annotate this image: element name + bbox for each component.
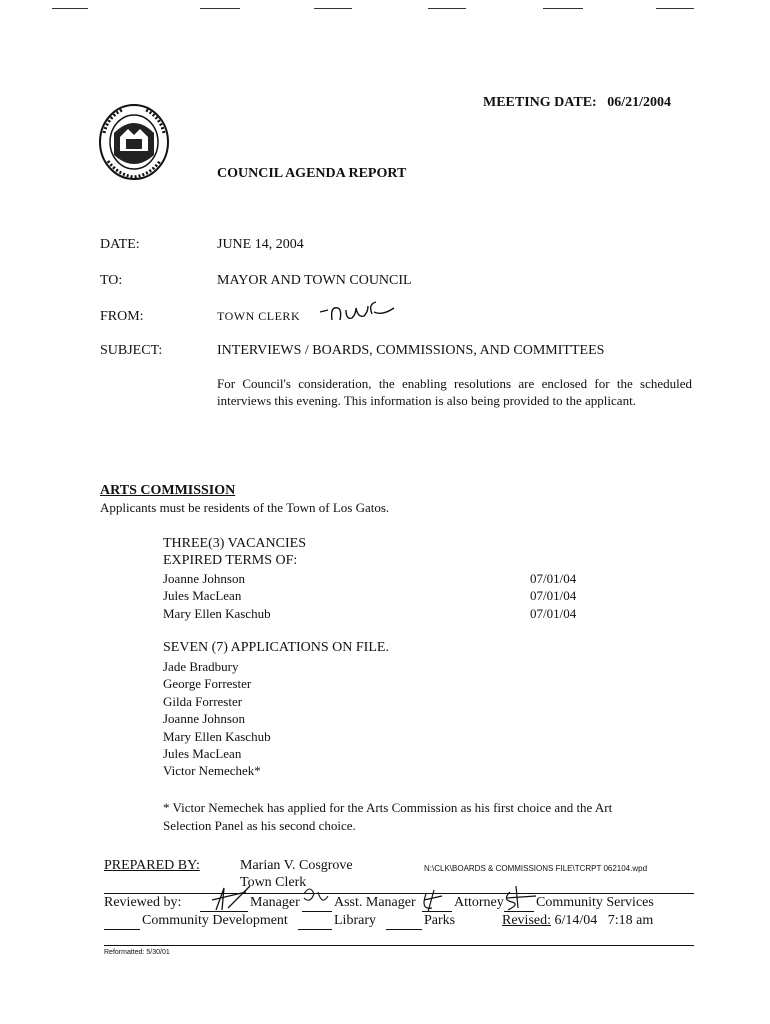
expired-terms-heading: EXPIRED TERMS OF: [163, 553, 298, 568]
list-item: Joanne Johnson [163, 711, 245, 727]
preparer-name: Marian V. Cosgrove [240, 858, 353, 873]
to-label: TO: [100, 273, 123, 288]
parks-label: Parks [424, 913, 456, 928]
scan-mark [314, 8, 352, 9]
from-value: TOWN CLERK [217, 309, 301, 323]
list-item: Mary Ellen Kaschub [163, 728, 271, 744]
reviewed-by-label: Reviewed by: [104, 895, 182, 910]
preparer-title: Town Clerk [240, 875, 307, 890]
scan-mark [200, 8, 240, 9]
subject-value: INTERVIEWS / BOARDS, COMMISSIONS, AND COMMITTEES [217, 343, 605, 358]
scan-mark [428, 8, 466, 9]
scan-mark [52, 8, 88, 9]
scan-mark [656, 8, 694, 9]
list-item: Jules MacLean [163, 588, 242, 604]
scan-mark [543, 8, 583, 9]
applicant-list [163, 658, 271, 780]
subject-label: SUBJECT: [100, 343, 163, 358]
divider [104, 945, 694, 946]
revised-value: 6/14/04 7:18 am [554, 913, 654, 928]
date-label: DATE: [100, 237, 140, 252]
list-item: 07/01/04 [530, 571, 577, 586]
reviewer-initials-signature [206, 882, 546, 914]
report-title: COUNCIL AGENDA REPORT [217, 166, 407, 181]
community-development-label: Community Development [142, 913, 288, 928]
expired-terms-dates [530, 570, 576, 622]
from-label: FROM: [100, 309, 144, 324]
applications-heading: SEVEN (7) APPLICATIONS ON FILE. [163, 640, 389, 655]
expired-terms-names [163, 570, 271, 622]
revised-stamp [502, 913, 653, 929]
list-item: Victor Nemechek* [163, 763, 261, 779]
library-label: Library [334, 913, 376, 928]
date-value: JUNE 14, 2004 [217, 237, 304, 252]
clerk-initials-signature [316, 298, 396, 328]
revised-label: Revised: [502, 913, 551, 928]
reformatted-note: Reformatted: 5/30/01 [104, 949, 170, 956]
prepared-by-label: PREPARED BY: [104, 858, 200, 873]
to-value: MAYOR AND TOWN COUNCIL [217, 273, 412, 288]
arts-commission-heading: ARTS COMMISSION [100, 483, 236, 498]
meeting-date-value: 06/21/2004 [607, 95, 671, 110]
list-item: George Forrester [163, 676, 252, 692]
footnote-line-2: Selection Panel as his second choice. [163, 818, 356, 833]
file-path: N:\CLK\BOARDS & COMMISSIONS FILE\TCRPT 062104.wpd [424, 864, 648, 873]
town-seal-icon [98, 103, 170, 181]
list-item: 07/01/04 [530, 605, 577, 621]
list-item: Jules MacLean [163, 746, 242, 762]
list-item: 07/01/04 [530, 588, 577, 604]
meeting-date-label: MEETING DATE: [483, 95, 597, 110]
footnote-line-1: * Victor Nemechek has applied for the Arts Commission as his first choice and the Art [163, 800, 613, 815]
signature-blank [104, 929, 140, 930]
list-item: Joanne Johnson [163, 571, 245, 586]
asst-manager-label: Asst. Manager [334, 895, 416, 910]
signature-blank [386, 929, 422, 930]
attorney-label: Attorney [454, 895, 504, 910]
residency-note: Applicants must be residents of the Town of Los Gatos. [100, 500, 390, 515]
list-item: Gilda Forrester [163, 693, 243, 709]
meeting-date [483, 95, 671, 111]
signature-blank [298, 929, 332, 930]
community-services-label: Community Services [536, 895, 654, 910]
vacancies-count: THREE(3) VACANCIES [163, 536, 306, 551]
list-item: Jade Bradbury [163, 659, 239, 674]
intro-paragraph: For Council's consideration, the enabling resolutions are enclosed for the scheduled interviews this evening. This information is also being provided to the applicant. [217, 376, 692, 408]
manager-label: Manager [250, 895, 300, 910]
list-item: Mary Ellen Kaschub [163, 605, 271, 621]
